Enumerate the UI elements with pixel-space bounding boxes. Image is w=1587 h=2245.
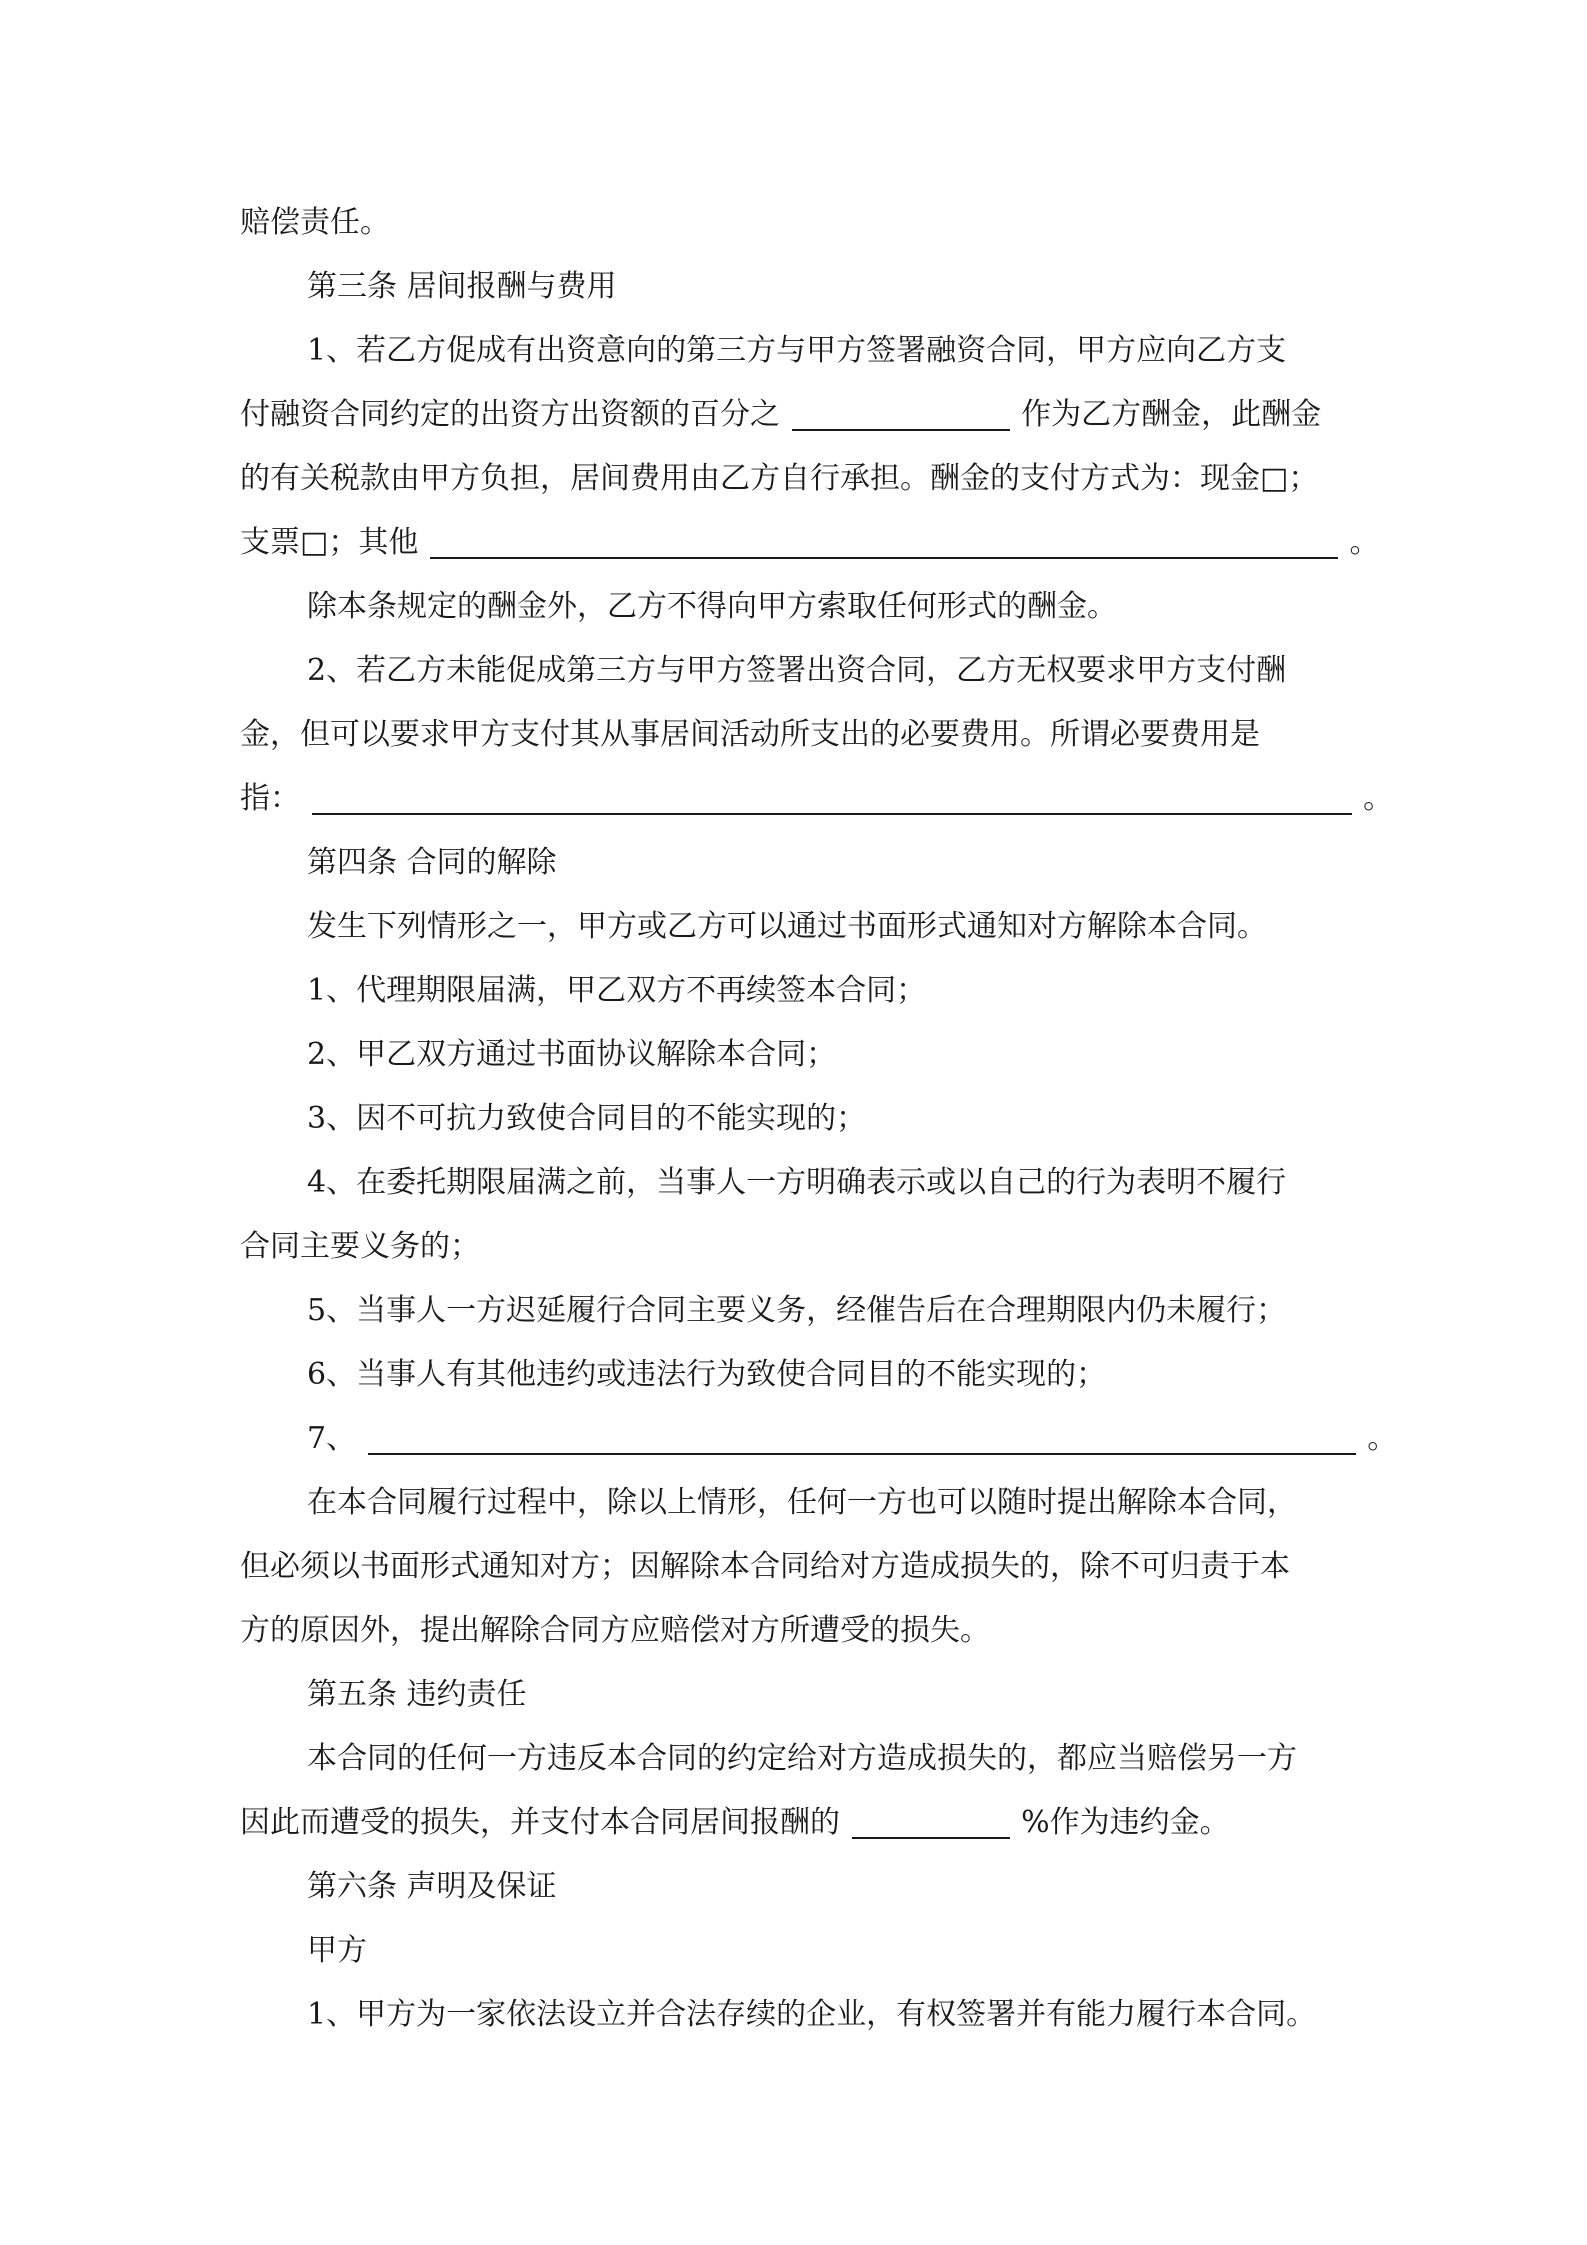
- body-line: [307, 585, 1360, 629]
- text: 方的原因外，提出解除合同方应赔偿对方所遭受的损失。: [240, 1613, 990, 1648]
- body-line: [240, 201, 1360, 245]
- article-3-heading: [307, 265, 1360, 309]
- text: 指：: [240, 781, 300, 816]
- list-item: [307, 1097, 1360, 1141]
- text: 6、当事人有其他违约或违法行为致使合同目的不能实现的；: [307, 1357, 1107, 1392]
- text: 1、代理期限届满，甲乙双方不再续签本合同；: [307, 973, 927, 1008]
- text: 但必须以书面形式通知对方；因解除本合同给对方造成损失的，除不可归责于本: [240, 1549, 1290, 1584]
- body-line: [240, 777, 1394, 821]
- article-4-heading: [307, 841, 1360, 885]
- body-line: [240, 1801, 1360, 1845]
- body-line: [307, 1737, 1360, 1781]
- body-line: [240, 1225, 1360, 1269]
- heading-text: 第四条 合同的解除: [307, 845, 557, 880]
- list-item: [307, 1289, 1360, 1333]
- text: 1、若乙方促成有出资意向的第三方与甲方签署融资合同，甲方应向乙方支: [307, 333, 1287, 368]
- heading-text: 第六条 声明及保证: [307, 1869, 557, 1904]
- heading-text: 第三条 居间报酬与费用: [307, 269, 617, 304]
- body-line: [240, 1609, 1360, 1653]
- text: 金，但可以要求甲方支付其从事居间活动所支出的必要费用。所谓必要费用是: [240, 717, 1260, 752]
- body-line: [307, 329, 1360, 373]
- heading-text: 第五条 违约责任: [307, 1677, 527, 1712]
- text: 发生下列情形之一，甲方或乙方可以通过书面形式通知对方解除本合同。: [307, 909, 1267, 944]
- text: 。: [1363, 781, 1394, 816]
- fill-blank-percentage[interactable]: [792, 393, 1010, 431]
- list-item: [307, 969, 1360, 1013]
- list-item: [307, 1161, 1360, 1205]
- body-line: [240, 457, 1360, 501]
- fill-blank-other-payment[interactable]: [430, 521, 1338, 559]
- text: 1、甲方为一家依法设立并合法存续的企业，有权签署并有能力履行本合同。: [307, 1997, 1317, 2032]
- body-line: [240, 393, 1360, 437]
- body-line: [240, 713, 1360, 757]
- text: 赔偿责任。: [240, 205, 390, 240]
- body-line: [240, 1545, 1360, 1589]
- text: 本合同的任何一方违反本合同的约定给对方造成损失的，都应当赔偿另一方: [307, 1741, 1297, 1776]
- text: 合同主要义务的；: [240, 1229, 480, 1264]
- text: 支票□；其他: [240, 525, 419, 560]
- article-5-heading: [307, 1673, 1360, 1717]
- text: 2、若乙方未能促成第三方与甲方签署出资合同，乙方无权要求甲方支付酬: [307, 653, 1287, 688]
- text: 付融资合同约定的出资方出资额的百分之: [240, 397, 780, 432]
- body-line: [240, 521, 1380, 565]
- fill-blank-penalty-percent[interactable]: [852, 1801, 1010, 1839]
- text: 甲方: [307, 1933, 367, 1968]
- fill-blank-other-termination[interactable]: [368, 1417, 1356, 1455]
- text: 的有关税款由甲方负担，居间费用由乙方自行承担。酬金的支付方式为：现金□；: [240, 461, 1319, 496]
- text: 。: [1367, 1421, 1398, 1456]
- text: 因此而遭受的损失，并支付本合同居间报酬的: [240, 1805, 840, 1840]
- list-item: [307, 1993, 1360, 2037]
- text: 4、在委托期限届满之前，当事人一方明确表示或以自己的行为表明不履行: [307, 1165, 1287, 1200]
- text: 2、甲乙双方通过书面协议解除本合同；: [307, 1037, 837, 1072]
- list-item: [307, 1417, 1398, 1461]
- body-line: [307, 905, 1360, 949]
- list-item: [307, 1353, 1360, 1397]
- fill-blank-necessary-expenses[interactable]: [312, 777, 1352, 815]
- text: 在本合同履行过程中，除以上情形，任何一方也可以随时提出解除本合同，: [307, 1485, 1297, 1520]
- list-item: [307, 1033, 1360, 1077]
- party-label: [307, 1929, 1360, 1973]
- text: 除本条规定的酬金外，乙方不得向甲方索取任何形式的酬金。: [307, 589, 1117, 624]
- body-line: [307, 1481, 1360, 1525]
- text: 作为乙方酬金，此酬金: [1021, 397, 1322, 432]
- text: %作为违约金。: [1021, 1805, 1230, 1840]
- article-6-heading: [307, 1865, 1360, 1909]
- body-line: [307, 649, 1360, 693]
- text: 5、当事人一方迟延履行合同主要义务，经催告后在合理期限内仍未履行；: [307, 1293, 1287, 1328]
- text: 7、: [307, 1421, 357, 1456]
- text: 3、因不可抗力致使合同目的不能实现的；: [307, 1101, 867, 1136]
- text: 。: [1349, 525, 1380, 560]
